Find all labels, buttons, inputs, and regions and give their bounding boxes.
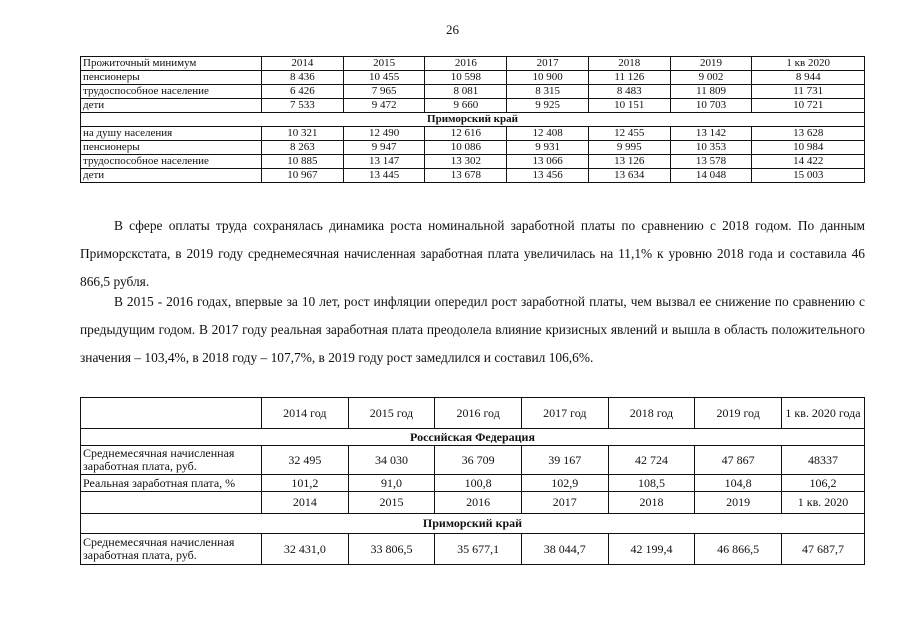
header-cell: 1 кв. 2020 года [782, 398, 865, 429]
cell: 91,0 [348, 475, 435, 492]
cell: 13 634 [588, 169, 670, 183]
header-cell: 2018 [588, 57, 670, 71]
section-row [81, 429, 865, 446]
cell: 48337 [782, 446, 865, 475]
cell: 13 142 [670, 127, 752, 141]
row-label: пенсионеры [81, 141, 262, 155]
header-cell: 2015 [343, 57, 425, 71]
cell: 8 436 [262, 71, 344, 85]
header-cell: 2016 [425, 57, 507, 71]
cell: 36 709 [435, 446, 522, 475]
section-title-primorsky: Приморский край [81, 113, 865, 127]
table-row [81, 446, 865, 475]
cell: 13 456 [507, 169, 589, 183]
row-label [81, 492, 262, 514]
table-row [81, 85, 865, 99]
cell: 13 302 [425, 155, 507, 169]
table-row [81, 141, 865, 155]
cell: 106,2 [782, 475, 865, 492]
table-row [81, 127, 865, 141]
cell: 38 044,7 [521, 534, 608, 565]
section-row [81, 113, 865, 127]
cell: 10 151 [588, 99, 670, 113]
cell: 42 724 [608, 446, 695, 475]
cell: 34 030 [348, 446, 435, 475]
header-cell: 2014 [262, 57, 344, 71]
cell: 9 995 [588, 141, 670, 155]
paragraph-wages [80, 212, 865, 296]
table-row [81, 169, 865, 183]
cell: 2017 [521, 492, 608, 514]
cell: 35 677,1 [435, 534, 522, 565]
wages-table [80, 397, 865, 565]
row-label: трудоспособное население [81, 85, 262, 99]
cell: 12 616 [425, 127, 507, 141]
cell: 32 495 [262, 446, 349, 475]
header-cell: 2019 год [695, 398, 782, 429]
cell: 10 721 [752, 99, 865, 113]
cell: 9 660 [425, 99, 507, 113]
cell: 42 199,4 [608, 534, 695, 565]
cell: 108,5 [608, 475, 695, 492]
row-label: трудоспособное население [81, 155, 262, 169]
cell: 10 885 [262, 155, 344, 169]
cell: 32 431,0 [262, 534, 349, 565]
cell: 2018 [608, 492, 695, 514]
header-cell: Прожиточный минимум [81, 57, 262, 71]
cell: 104,8 [695, 475, 782, 492]
cell: 7 965 [343, 85, 425, 99]
cell: 8 944 [752, 71, 865, 85]
cell: 9 002 [670, 71, 752, 85]
row-label: Среднемесячная начисленная заработная плата, руб. [81, 534, 262, 565]
cell: 10 353 [670, 141, 752, 155]
years-row [81, 492, 865, 514]
header-cell: 2018 год [608, 398, 695, 429]
row-label: Реальная заработная плата, % [81, 475, 262, 492]
cell: 12 490 [343, 127, 425, 141]
table-row [81, 99, 865, 113]
cell: 10 900 [507, 71, 589, 85]
cell: 9 931 [507, 141, 589, 155]
cell: 14 048 [670, 169, 752, 183]
cell: 11 809 [670, 85, 752, 99]
cell: 101,2 [262, 475, 349, 492]
paragraph-inflation [80, 288, 865, 372]
row-label: дети [81, 99, 262, 113]
cell: 10 598 [425, 71, 507, 85]
cell: 10 321 [262, 127, 344, 141]
section-row [81, 514, 865, 534]
cell: 1 кв. 2020 [782, 492, 865, 514]
cell: 14 422 [752, 155, 865, 169]
table-row [81, 155, 865, 169]
cell: 7 533 [262, 99, 344, 113]
cell: 47 867 [695, 446, 782, 475]
cell: 12 455 [588, 127, 670, 141]
cell: 8 081 [425, 85, 507, 99]
cell: 8 315 [507, 85, 589, 99]
header-cell: 2015 год [348, 398, 435, 429]
cell: 33 806,5 [348, 534, 435, 565]
cell: 2015 [348, 492, 435, 514]
header-cell: 2014 год [262, 398, 349, 429]
cell: 10 967 [262, 169, 344, 183]
cell: 13 066 [507, 155, 589, 169]
header-cell: 2017 [507, 57, 589, 71]
row-label: пенсионеры [81, 71, 262, 85]
table-header-row [81, 398, 865, 429]
cell: 10 455 [343, 71, 425, 85]
cell: 2016 [435, 492, 522, 514]
cell: 9 947 [343, 141, 425, 155]
cell: 46 866,5 [695, 534, 782, 565]
table-row [81, 534, 865, 565]
cell: 13 126 [588, 155, 670, 169]
cell: 100,8 [435, 475, 522, 492]
paragraph-inflation-text: В 2015 - 2016 годах, впервые за 10 лет, рост инфляции опередил рост заработной платы, чем вызвал ее снижение по сравнению с предыдущим годом. В 2017 году реальная заработная плата преодолела влияние кризисных явлений и вышла в область положительного значения – 103,4%, в 2018 году – 107,7%, в 2019 году рост замедлился и составил 106,6%. [80, 294, 865, 365]
row-label: на душу населения [81, 127, 262, 141]
cell: 13 578 [670, 155, 752, 169]
cell: 10 984 [752, 141, 865, 155]
cell: 9 925 [507, 99, 589, 113]
section-title-russian-federation: Российская Федерация [81, 429, 865, 446]
row-label: Среднемесячная начисленная заработная плата, руб. [81, 446, 262, 475]
cell: 13 147 [343, 155, 425, 169]
cell: 39 167 [521, 446, 608, 475]
subsistence-minimum-table [80, 56, 865, 183]
cell: 13 678 [425, 169, 507, 183]
table-row [81, 71, 865, 85]
header-cell [81, 398, 262, 429]
cell: 2019 [695, 492, 782, 514]
cell: 47 687,7 [782, 534, 865, 565]
cell: 12 408 [507, 127, 589, 141]
header-cell: 2019 [670, 57, 752, 71]
cell: 2014 [262, 492, 349, 514]
cell: 13 445 [343, 169, 425, 183]
cell: 11 126 [588, 71, 670, 85]
cell: 102,9 [521, 475, 608, 492]
cell: 11 731 [752, 85, 865, 99]
cell: 9 472 [343, 99, 425, 113]
cell: 8 483 [588, 85, 670, 99]
row-label: дети [81, 169, 262, 183]
header-cell: 2017 год [521, 398, 608, 429]
table-row [81, 475, 865, 492]
cell: 10 703 [670, 99, 752, 113]
header-cell: 1 кв 2020 [752, 57, 865, 71]
cell: 10 086 [425, 141, 507, 155]
page-number: 26 [446, 22, 459, 37]
header-cell: 2016 год [435, 398, 522, 429]
cell: 13 628 [752, 127, 865, 141]
section-title-primorsky: Приморский край [81, 514, 865, 534]
cell: 15 003 [752, 169, 865, 183]
cell: 6 426 [262, 85, 344, 99]
cell: 8 263 [262, 141, 344, 155]
table-header-row [81, 57, 865, 71]
paragraph-wages-text: В сфере оплаты труда сохранялась динамика роста номинальной заработной платы по сравнению с 2018 годом. По данным Приморскстата, в 2019 году среднемесячная начисленная заработная плата увеличилась на 11,1% к уровню 2018 года и составила 46 866,5 рубля. [80, 218, 865, 289]
